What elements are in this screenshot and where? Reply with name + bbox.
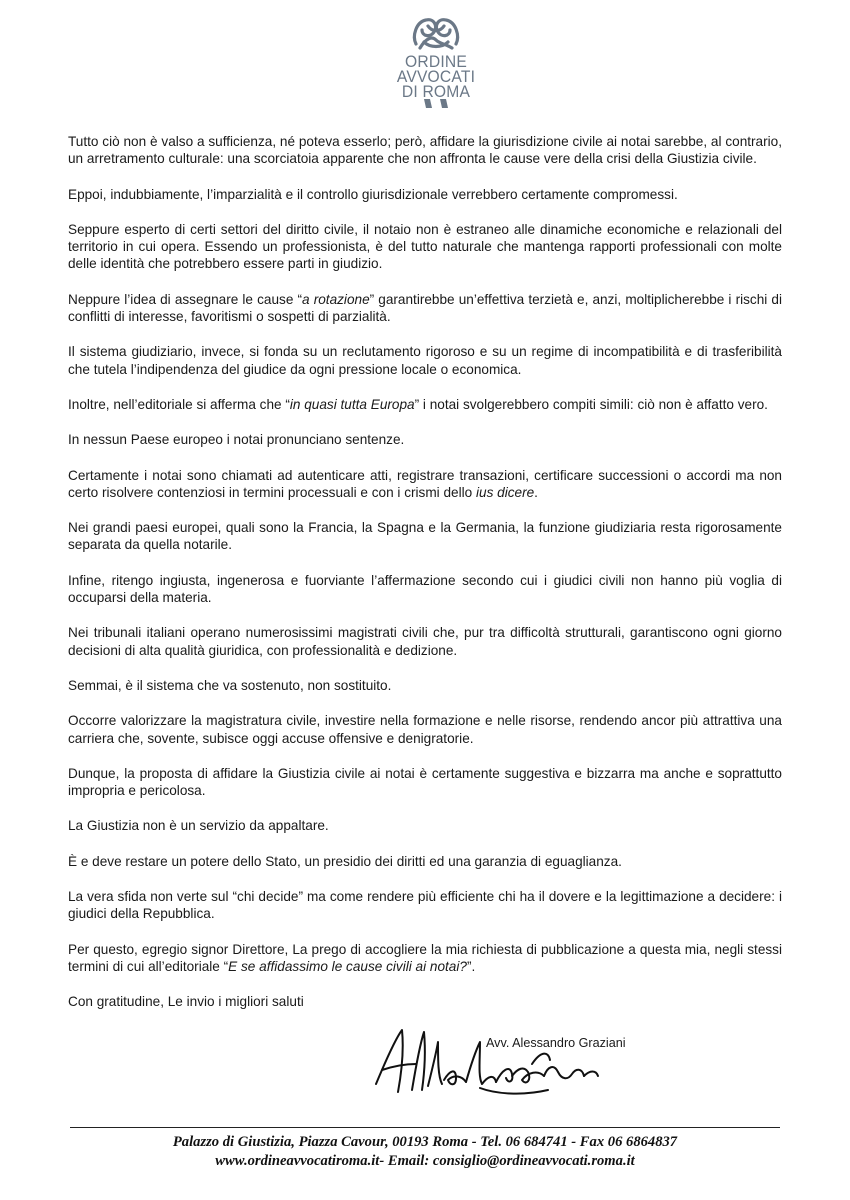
footer-contacts: www.ordineavvocatiroma.it- Email: consiglio@ordineavvocati.roma.it <box>215 1153 635 1169</box>
paragraph: In nessun Paese europeo i notai pronunciano sentenze. <box>68 432 405 448</box>
emphasis: a rotazione <box>302 291 370 307</box>
text-run: Certamente i notai sono chiamati ad autenticare atti, registrare transazioni, certificare successioni o accordi ma non certo risolvere contenziosi in termini processuali e con i crismi dello <box>68 467 782 500</box>
paragraph: Dunque, la proposta di affidare la Giustizia civile ai notai è certamente suggestiva e bizzarra ma anche e soprattutto impropria e pericolosa. <box>68 765 782 799</box>
logo-line-2: AVVOCATI <box>396 67 476 86</box>
paragraph: Semmai, è il sistema che va sostenuto, non sostituito. <box>68 677 392 693</box>
paragraph <box>68 941 782 976</box>
letter-body <box>68 133 782 1011</box>
text-run: Neppure l’idea di assegnare le cause “ <box>68 291 303 307</box>
logo-line-1: ORDINE <box>405 52 467 71</box>
paragraph <box>68 396 782 413</box>
paragraph: La Giustizia non è un servizio da appaltare. <box>68 818 329 834</box>
logo-line-3: DI ROMA <box>401 82 471 101</box>
emphasis: E se affidassimo le cause civili ai notai? <box>228 958 467 974</box>
footer-divider <box>70 1127 780 1128</box>
paragraph: Eppoi, indubbiamente, l’imparzialità e il controllo giurisdizionale verrebbero certamente compromessi. <box>68 186 678 202</box>
text-run: ”. <box>466 958 476 974</box>
signatory-name: Avv. Alessandro Graziani <box>486 1036 626 1050</box>
text-run: Inoltre, nell’editoriale si afferma che “ <box>68 396 290 412</box>
paragraph: Nei grandi paesi europei, quali sono la Francia, la Spagna e la Germania, la funzione giudiziaria resta rigorosamente separata da quella notarile. <box>68 520 782 553</box>
text-run: ” garantirebbe un’effettiva terzietà e, anzi, moltiplicherebbe i rischi di conflitti di interesse, favoritismi o sospetti di parzialità. <box>68 291 782 325</box>
footer <box>70 1133 780 1171</box>
emphasis: ius dicere <box>475 484 535 500</box>
closing-line: Con gratitudine, Le invio i migliori saluti <box>68 994 304 1010</box>
paragraph: La vera sfida non verte sul “chi decide” ma come rendere più efficiente chi ha il dovere e la legittimazione a decidere: i giudici della Repubblica. <box>68 889 782 922</box>
handwritten-signature <box>372 1020 672 1100</box>
paragraph: Occorre valorizzare la magistratura civile, investire nella formazione e nelle risorse, rendendo ancor più attrattiva una carriera che, sovente, subisce oggi accuse offensive e denigratorie. <box>68 713 782 746</box>
paragraph <box>68 467 782 502</box>
paragraph: Infine, ritengo ingiusta, ingenerosa e fuorviante l’affermazione secondo cui i giudici civili non hanno più voglia di occuparsi della materia. <box>68 572 782 606</box>
text-run: Per questo, egregio signor Direttore, La prego di accogliere la mia richiesta di pubblicazione a questa mia, negli stessi termini di cui all’editoriale “ <box>68 941 782 974</box>
text-run: ” i notai svolgerebbero compiti simili: ciò non è affatto vero. <box>414 396 768 412</box>
paragraph: È e deve restare un potere dello Stato, un presidio dei diritti ed una garanzia di eguaglianza. <box>68 853 622 869</box>
footer-address: Palazzo di Giustizia, Piazza Cavour, 00193 Roma - Tel. 06 684741 - Fax 06 6864837 <box>172 1134 678 1150</box>
paragraph: Tutto ciò non è valso a sufficienza, né poteva esserlo; però, affidare la giurisdizione civile ai notai sarebbe, al contrario, un arretramento culturale: una scorciatoia apparente che non affronta le cause vere della crisi della Giustizia civile. <box>68 134 782 167</box>
paragraph: Seppure esperto di certi settori del diritto civile, il notaio non è estraneo alle dinamiche economiche e relazionali del territorio in cui opera. Essendo un professionista, è del tutto naturale che mantenga rapporti professionali con molte delle identità che potrebbero essere parti in giudizio. <box>68 221 782 272</box>
paragraph: Nei tribunali italiani operano numerosissimi magistrati civili che, pur tra difficoltà strutturali, garantiscono ogni giorno decisioni di alta qualità giuridica, con professionalità e dedizione. <box>68 625 782 658</box>
knot-emblem-icon <box>410 14 462 54</box>
emphasis: in quasi tutta Europa <box>289 396 415 412</box>
paragraph: Il sistema giudiziario, invece, si fonda su un reclutamento rigoroso e su un regime di incompatibilità e di trasferibilità che tutela l’indipendenza del giudice da ogni pressione locale o economica. <box>68 344 782 377</box>
bar-association-logo <box>383 14 489 106</box>
text-run: . <box>534 484 538 500</box>
paragraph <box>68 291 782 326</box>
